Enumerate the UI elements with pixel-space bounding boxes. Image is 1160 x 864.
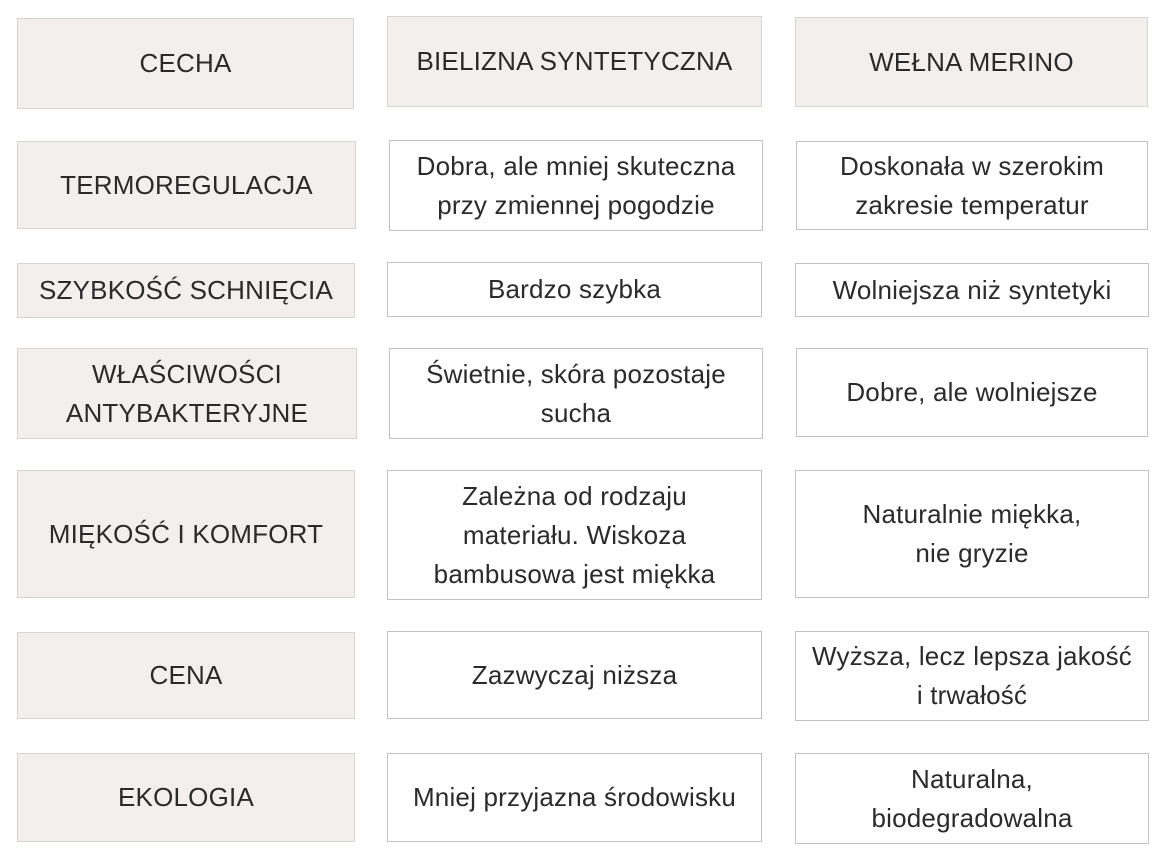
row-drying-speed-feature [17,263,355,318]
merino-text-line: nie gryzie [915,538,1029,568]
header-feature-label: CECHA [139,48,232,78]
row-drying-speed-synthetic [387,262,762,317]
feature-label: CENA [149,660,223,690]
header-synthetic-label: BIELIZNA SYNTETYCZNA [416,46,733,76]
row-antibacterial-synthetic [389,348,763,439]
merino-text-line: zakresie temperatur [855,189,1089,220]
feature-label-line: ANTYBAKTERYJNE [65,397,309,428]
synthetic-text-line: Zależna od rodzaju [462,480,687,511]
feature-label: EKOLOGIA [118,782,254,812]
synthetic-text-line: Dobra, ale mniej skuteczna [416,150,736,181]
feature-label-line: WŁAŚCIWOŚCI [91,358,282,389]
synthetic-text-line: materiału. Wiskoza [462,519,687,550]
row-drying-speed-merino [795,263,1149,317]
row-thermoregulation-feature [17,141,356,229]
row-thermoregulation-merino [796,141,1148,230]
row-price-synthetic [387,631,762,719]
merino-text-line: Wyższa, lecz lepsza jakość [812,641,1132,671]
row-ecology-synthetic [387,753,762,842]
synthetic-text-line: przy zmiennej pogodzie [437,189,715,220]
header-merino-cell [795,17,1148,107]
row-price-feature [17,632,355,719]
merino-text-line: Doskonała w szerokim [839,150,1105,181]
row-softness-synthetic [387,470,762,600]
merino-text-line: Naturalna, [911,763,1033,794]
synthetic-text-line: bambusowa jest miękka [433,558,716,589]
row-price-merino [795,631,1149,721]
feature-label: TERMOREGULACJA [60,169,313,200]
merino-text-line: i trwałość [916,680,1028,710]
row-antibacterial-merino [796,348,1148,437]
synthetic-text-line: Mniej przyjazna środowisku [412,782,737,812]
synthetic-text-line: Bardzo szybka [487,274,662,304]
row-softness-feature [17,470,355,598]
header-synthetic-cell [387,16,762,107]
row-softness-merino [795,470,1149,598]
synthetic-text-line: Zazwyczaj niższa [471,659,678,690]
row-antibacterial-feature [17,348,357,439]
row-ecology-feature [17,753,355,842]
header-feature-cell [17,18,354,109]
row-ecology-merino [795,753,1149,844]
synthetic-text-line: sucha [540,397,612,428]
merino-text-line: Wolniejsza niż syntetyki [832,274,1112,305]
merino-text-line: Naturalnie miękka, [862,499,1082,529]
merino-text-line: Dobre, ale wolniejsze [846,377,1098,407]
synthetic-text-line: Świetnie, skóra pozostaje [426,358,726,389]
header-merino-label: WEŁNA MERINO [869,46,1074,77]
merino-text-line: biodegradowalna [871,802,1073,833]
feature-label: MIĘKOŚĆ I KOMFORT [48,518,324,549]
row-thermoregulation-synthetic [389,140,763,231]
feature-label: SZYBKOŚĆ SCHNIĘCIA [39,275,333,305]
